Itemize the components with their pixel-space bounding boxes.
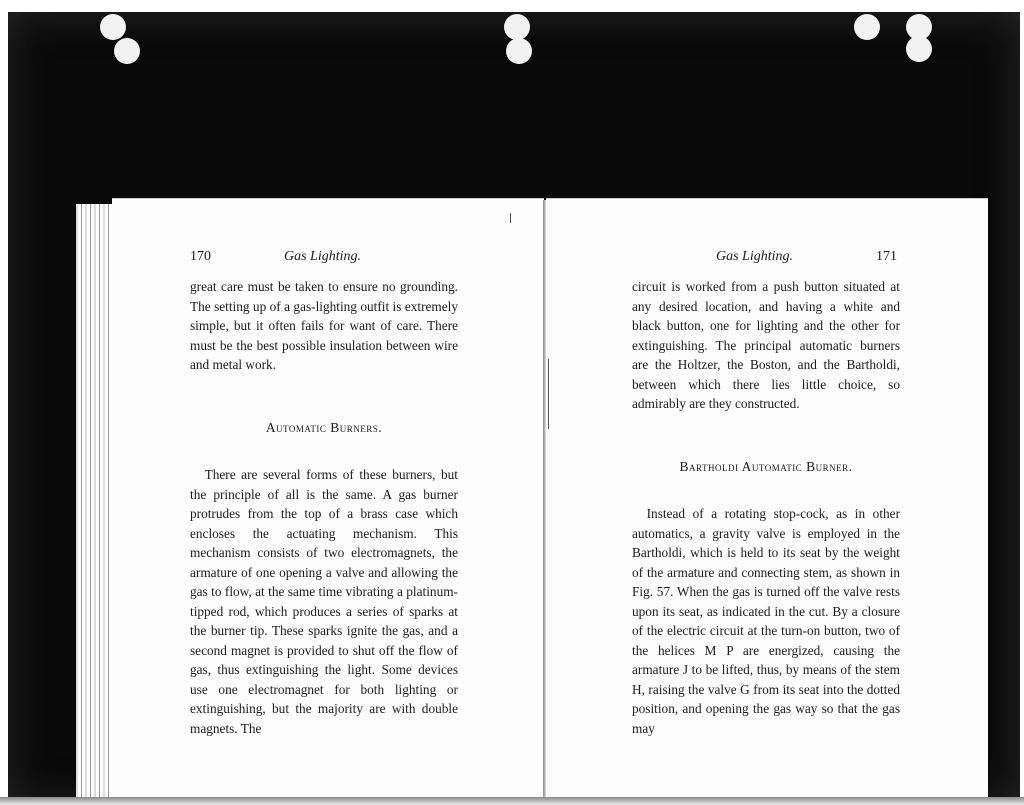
scan-mark: [510, 213, 511, 223]
binder-hole: [506, 38, 532, 64]
running-title: Gas Lighting.: [716, 249, 794, 264]
running-title: Gas Lighting.: [284, 249, 362, 264]
page-number: 170: [190, 249, 211, 264]
binder-hole: [906, 36, 932, 62]
section-heading: Automatic Burners.: [265, 420, 383, 435]
open-book: [76, 198, 988, 802]
running-head: [546, 249, 988, 265]
scan-bottom-edge: [0, 797, 1024, 805]
right-text-block: [632, 277, 900, 738]
continued-paragraph: circuit is worked from a push button situated at any desired location, and having a white and black button, one for lighting and the other for extinguishing. The principal automatic burners are the Holtzer, the Boston, and the Bartholdi, between which there lies little choice, so admirably are they constructed.: [632, 279, 900, 411]
continued-paragraph: great care must be taken to ensure no grounding. The setting up of a gas-lighting outfit is extremely simple, but it often fails for want of care. There must be the best possible insulation between wire and metal work.: [190, 279, 458, 372]
body-paragraph: There are several forms of these burners, but the principle of all is the same. A gas burner protrudes from the top of a brass case which encloses the actuating mechanism. This mechanism consists of two electromagnets, the armature of one opening a valve and allowing the gas to flow, at the same time vibrating a platinum-tipped rod, which produces a series of sparks at the burner tip. These sparks ignite the gas, and a second magnet is provided to shut off the flow of gas, thus extinguishing the light. Some devices use one electromagnet for both lighting or extinguishing, but the majority are with double magnets. The: [190, 467, 458, 736]
running-head: [112, 249, 544, 265]
section-heading: Bartholdi Automatic Burner.: [679, 459, 853, 474]
binder-hole: [504, 14, 530, 40]
body-paragraph: Instead of a rotating stop-cock, as in other automatics, a gravity valve is employed in the Bartholdi, which is held to its seat by the weight of the armature and connecting stem, as shown in Fig. 57. When the gas is turned off the valve rests upon its seat, as indicated in the cut. By a closure of the electric circuit at the turn-on button, two of the helices M P are energized, causing the armature J to be lifted, thus, by means of the stem H, raising the valve G from its seat into the dotted position, and opening the gas way so that the gas may: [632, 506, 900, 736]
page-number: 171: [876, 249, 897, 264]
left-page: [112, 198, 544, 799]
binder-hole: [114, 38, 140, 64]
binder-hole: [100, 14, 126, 40]
page-edges: [76, 204, 112, 800]
scan-mark: [548, 359, 549, 429]
left-text-block: [190, 277, 458, 738]
right-page: [546, 198, 988, 799]
binder-hole: [854, 14, 880, 40]
